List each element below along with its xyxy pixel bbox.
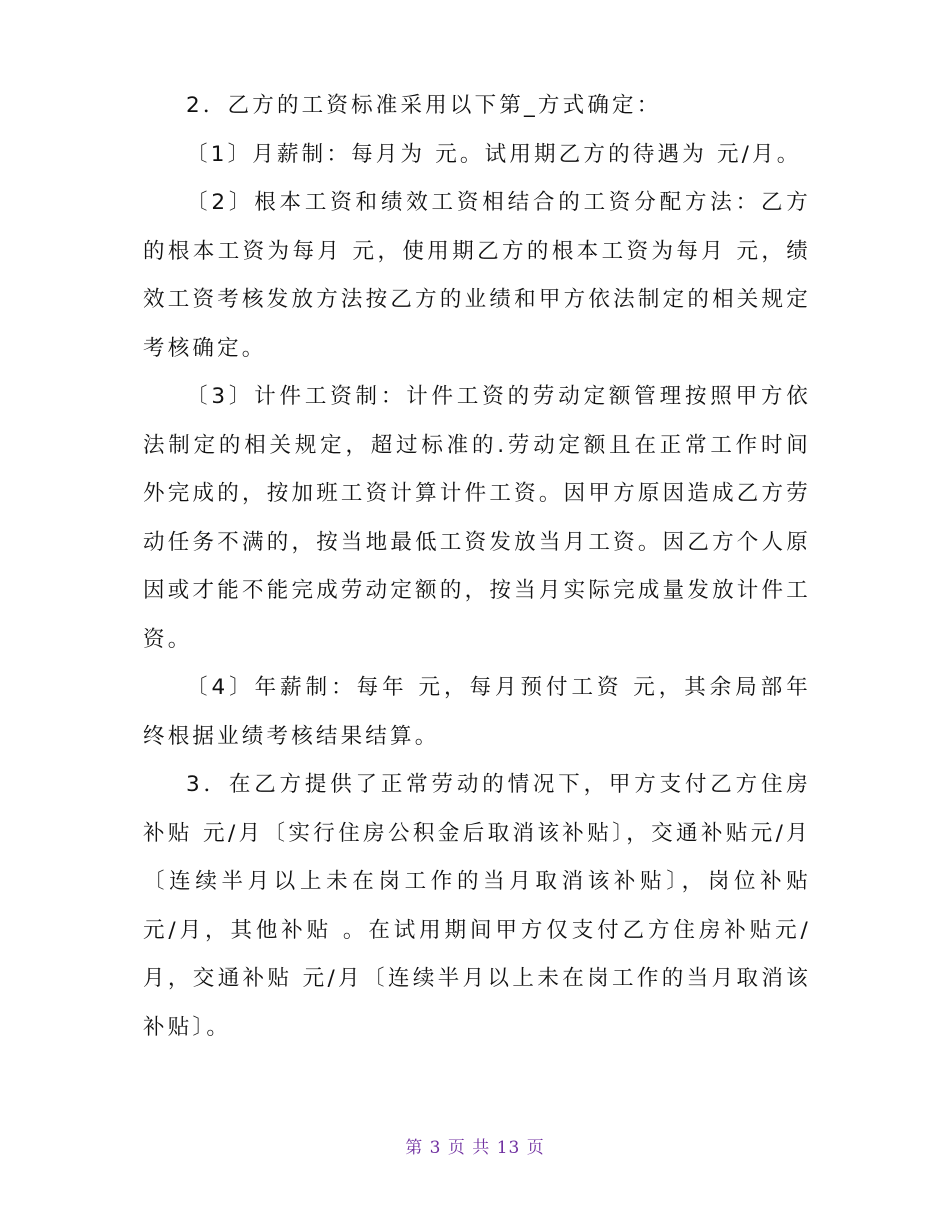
page-number-footer: 第 3 页 共 13 页: [405, 1138, 545, 1158]
paragraph-salary-method: 2．乙方的工资标准采用以下第_方式确定：: [186, 93, 662, 118]
document-body: [143, 82, 811, 1052]
paragraph-base-performance-salary: 〔2〕根本工资和绩效工资相结合的工资分配方法：乙方的根本工资为每月 元，使用期乙方的根本工资为每月 元，绩效工资考核发放方法按乙方的业绩和甲方依法制定的相关规定考核确定。: [143, 190, 811, 361]
paragraph-monthly-salary: 〔1〕月薪制：每月为 元。试用期乙方的待遇为 元/月。: [186, 141, 802, 167]
paragraph-annual-salary: 〔4〕年薪制：每年 元，每月预付工资 元，其余局部年终根据业绩考核结果结算。: [143, 675, 811, 749]
paragraph-piecework-salary: 〔3〕计件工资制：计件工资的劳动定额管理按照甲方依法制定的相关规定，超过标准的.劳动定额且在正常工作时间外完成的，按加班工资计算计件工资。因甲方原因造成乙方劳动任务不满的，按当地最低工资发放当月工资。因乙方个人原因或才能不能完成劳动定额的，按当月实际完成量发放计件工资。: [143, 384, 811, 652]
paragraph-allowances: 3．在乙方提供了正常劳动的情况下，甲方支付乙方住房补贴 元/月〔实行住房公积金后取消该补贴〕，交通补贴元/月〔连续半月以上未在岗工作的当月取消该补贴〕，岗位补贴 元/月，其他补贴 。在试用期间甲方仅支付乙方住房补贴元/月，交通补贴 元/月〔连续半月以上未在岗工作的当月取消该补贴〕。: [143, 772, 811, 1040]
